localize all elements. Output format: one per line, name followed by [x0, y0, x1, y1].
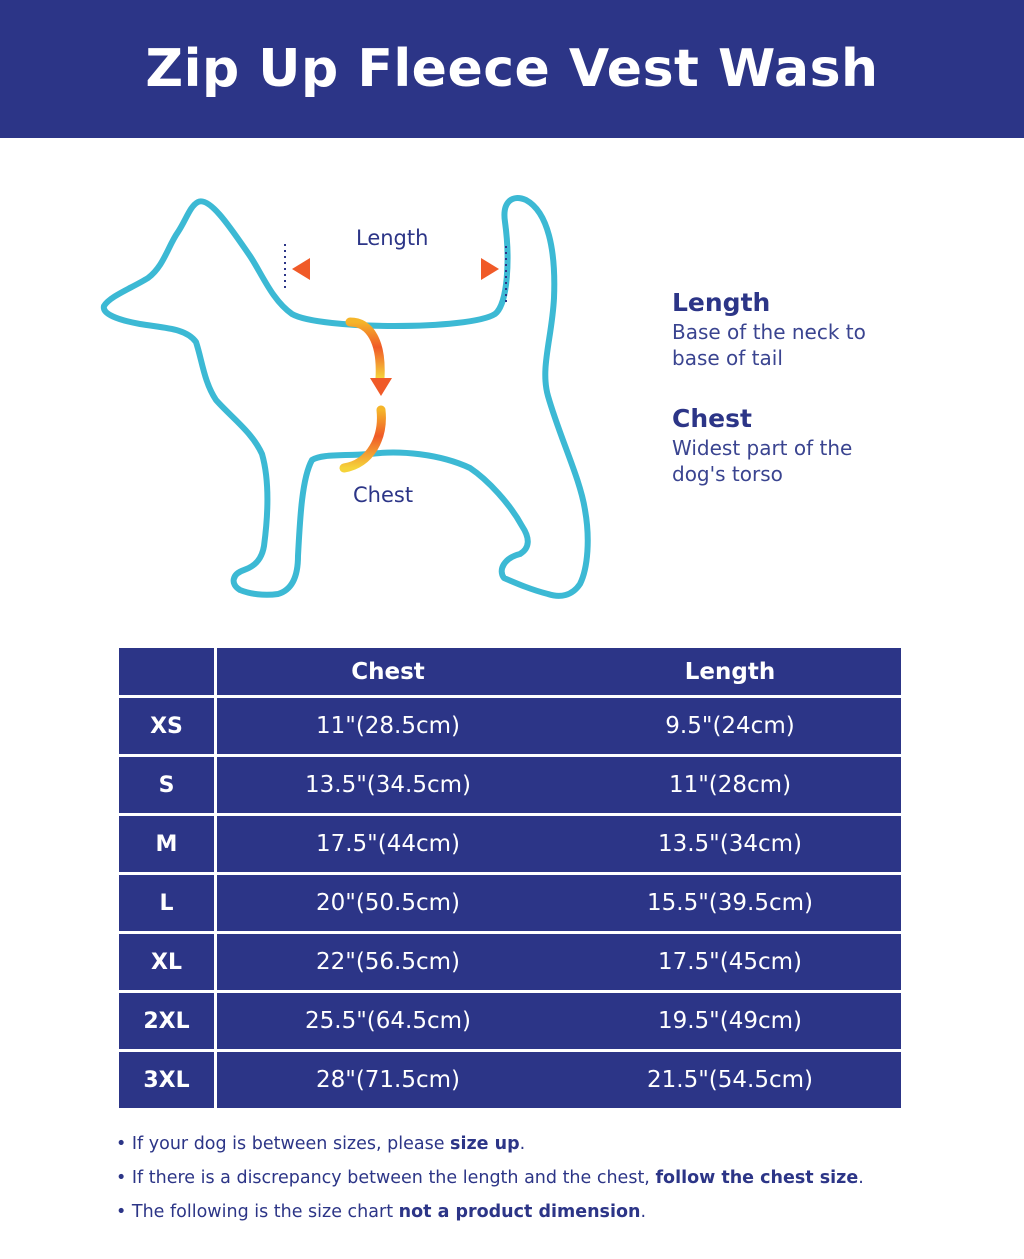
chest-cell: 20"(50.5cm) — [217, 875, 559, 931]
dog-measurement-diagram — [0, 138, 1024, 638]
notes-list — [116, 1130, 996, 1232]
size-cell: 2XL — [119, 993, 214, 1049]
chest-cell: 11"(28.5cm) — [217, 698, 559, 754]
size-cell: M — [119, 816, 214, 872]
length-cell: 21.5"(54.5cm) — [559, 1052, 901, 1108]
legend-chest-desc: Widest part of the dog's torso — [672, 436, 853, 486]
length-cell: 11"(28cm) — [559, 757, 901, 813]
note-item: • If your dog is between sizes, please size up. — [116, 1134, 526, 1154]
table-header-row — [119, 648, 901, 695]
chest-cell: 13.5"(34.5cm) — [217, 757, 559, 813]
length-cell: 17.5"(45cm) — [559, 934, 901, 990]
table-row — [119, 993, 901, 1049]
legend-chest-title: Chest — [672, 404, 752, 433]
length-cell: 15.5"(39.5cm) — [559, 875, 901, 931]
bullet-icon: • — [116, 1134, 132, 1154]
length-cell: 13.5"(34cm) — [559, 816, 901, 872]
diagram-length-label: Length — [356, 226, 429, 250]
table-row — [119, 1052, 901, 1108]
table-row — [119, 816, 901, 872]
header-chest: Chest — [217, 648, 559, 695]
table-row — [119, 757, 901, 813]
length-cell: 19.5"(49cm) — [559, 993, 901, 1049]
diagram-chest-label: Chest — [353, 483, 414, 507]
size-cell: 3XL — [119, 1052, 214, 1108]
header-size — [119, 648, 214, 695]
length-cell: 9.5"(24cm) — [559, 698, 901, 754]
table-row — [119, 934, 901, 990]
chest-cell: 25.5"(64.5cm) — [217, 993, 559, 1049]
page-title: Zip Up Fleece Vest Wash — [145, 39, 879, 99]
chest-arrow — [344, 322, 392, 468]
legend-length — [672, 288, 882, 371]
size-cell: XS — [119, 698, 214, 754]
dog-illustration — [0, 138, 1024, 638]
chest-cell: 17.5"(44cm) — [217, 816, 559, 872]
chest-cell: 22"(56.5cm) — [217, 934, 559, 990]
note-item: • The following is the size chart not a product dimension. — [116, 1202, 647, 1222]
table-row — [119, 875, 901, 931]
dog-outline — [104, 198, 588, 596]
bullet-icon: • — [116, 1202, 132, 1222]
bullet-icon: • — [116, 1168, 132, 1188]
title-banner — [0, 0, 1024, 138]
legend-length-desc: Base of the neck to base of tail — [672, 320, 866, 370]
size-table — [119, 648, 901, 1111]
table-row — [119, 698, 901, 754]
header-length: Length — [559, 648, 901, 695]
size-cell: L — [119, 875, 214, 931]
legend-chest — [672, 404, 882, 487]
length-arrow — [292, 258, 499, 280]
note-item: • If there is a discrepancy between the length and the chest, follow the chest size. — [116, 1168, 864, 1188]
legend-length-title: Length — [672, 288, 771, 317]
size-cell: XL — [119, 934, 214, 990]
size-cell: S — [119, 757, 214, 813]
chest-cell: 28"(71.5cm) — [217, 1052, 559, 1108]
